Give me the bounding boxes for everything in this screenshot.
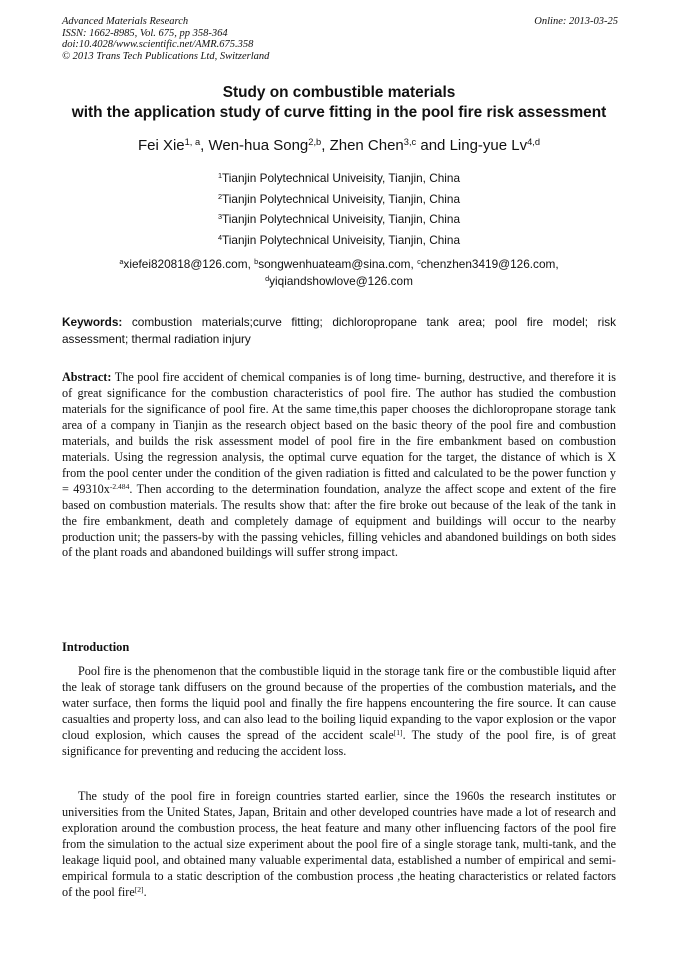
- affiliation: $^1$Tianjin Polytechnical Univeisity, Tianjin, China: [217, 170, 461, 185]
- doi-line: doi:10.4028/www.scientific.net/AMR.675.358: [62, 39, 254, 51]
- email: $^d$yiqiandshowlove@126.com: [265, 273, 413, 288]
- author-list: Fei Xie$^{1, a}$, Wen-hua Song$^{2,b}$, Zhen Chen$^{3,c}$ and Ling-yue Lv$^{4,d}$: [137, 136, 541, 154]
- author: Zhen Chen$^{3,c}$: [329, 136, 417, 154]
- keywords-section: [62, 314, 616, 347]
- copyright-line: © 2013 Trans Tech Publications Ltd, Switzerland: [62, 50, 270, 62]
- title-line-2: with the application study of curve fitting in the pool fire risk assessment: [71, 104, 607, 121]
- intro-paragraph-1: Pool fire is the phenomenon that the combustible liquid in the storage tank fire or the combustible liquid after the leak of storage tank diffusers on the ground because of the properties of the combustion materials, and the water surface, then forms the liquid pool and finally the fire happens encountering the fire source. It can cause casualties and property loss, and can also lead to the boiling liquid expanding to the vapor explosion or the vapor cloud explosion, which causes the spread of the accident scale[1]. The study of the pool fire, is of great significance for preventing and reducing the accident loss.: [62, 664, 616, 758]
- journal-name: Advanced Materials Research: [62, 16, 189, 27]
- affiliation-list: [0, 168, 678, 251]
- email: $^b$songwenhuateam@sina.com: [254, 256, 411, 271]
- issn-line: ISSN: 1662-8985, Vol. 675, pp 358-364: [62, 27, 228, 39]
- author: Fei Xie$^{1, a}$: [137, 136, 201, 154]
- author: Ling-yue Lv$^{4,d}$: [449, 136, 541, 154]
- citation-ref: [2]: [134, 884, 144, 894]
- email: $^c$chenzhen3419@126.com: [417, 256, 556, 271]
- section-heading-introduction: Introduction: [62, 640, 130, 654]
- affiliation: $^2$Tianjin Polytechnical Univeisity, Tianjin, China: [217, 191, 461, 206]
- title-line-1: Study on combustible materials: [222, 84, 456, 101]
- abstract-label: Abstract:: [62, 370, 112, 384]
- keywords-text: combustion materials;curve fitting; dichloropropane tank area; pool fire model; risk assessment; thermal radiation injury: [62, 315, 616, 346]
- equation-exponent: -2.484: [109, 481, 130, 491]
- paper-title: [30, 83, 648, 123]
- author: Wen-hua Song$^{2,b}$: [208, 136, 322, 154]
- keywords-label: Keywords:: [62, 315, 123, 329]
- online-date: Online: 2013-03-25: [534, 16, 618, 27]
- abstract-section: Abstract: The pool fire accident of chemical companies is of long time- burning, destructive, and therefore it is of great significance for the combustion characteristics of pool fire. The author has studied the combustion materials for the significance of pool fire. At the same time,this paper chooses the dichloropropane storage tank area of a company in Tianjin as the research object based on the basic theory of the pool fire and combustion materials, and builds the risk assessment model of pool fire in the fire embankment based on combustion materials. Using the regression analysis, the optimal curve equation for the target, the distance of which is X from the pool center under the condition of the given radiation is fitted and calculated to be the power function $y = 49310x^{-2.484}$. Then according to the determination foundation, analyze the affect scope and extent of the fire based on combustion materials. The results show that: after the fire broke out because of the leak of the tank in the fire embankment, death and completely damage of equipment and buildings will occur to the nearby production unit; the passers-by with the passing vehicles, filling vehicles and abandoned buildings on both sides of the plant roads and abandoned buildings will suffer strong impact.: [62, 370, 617, 560]
- email: $^a$xiefei820818@126.com: [119, 256, 248, 271]
- affiliation: $^3$Tianjin Polytechnical Univeisity, Tianjin, China: [217, 212, 461, 227]
- citation-ref: [1]: [393, 727, 403, 737]
- intro-paragraph-2: The study of the pool fire in foreign countries started earlier, since the 1960s the research institutes or universities from the United States, Japan, Britain and other developed countries have made a lot of research and exploration around the combustion process, the heat feature and many other influencing factors of the pool fire from the simulation to the actual size experiment about the pool fire of a single storage tank, multi-tank, and the leakage liquid pool, and obtained many valuable experimental data, established a number of empirical and semi-empirical formula to a static description of the combustion process ,the heating characteristics or related factors of the pool fire[2].: [62, 789, 616, 899]
- journal-header: [62, 16, 618, 62]
- email-list: $^a$xiefei820818@126.com, $^b$songwenhuateam@sina.com, $^c$chenzhen3419@126.com, $^d$yiqiandshowlove@126.com: [119, 256, 559, 288]
- affiliation: $^4$Tianjin Polytechnical Univeisity, Tianjin, China: [217, 233, 461, 248]
